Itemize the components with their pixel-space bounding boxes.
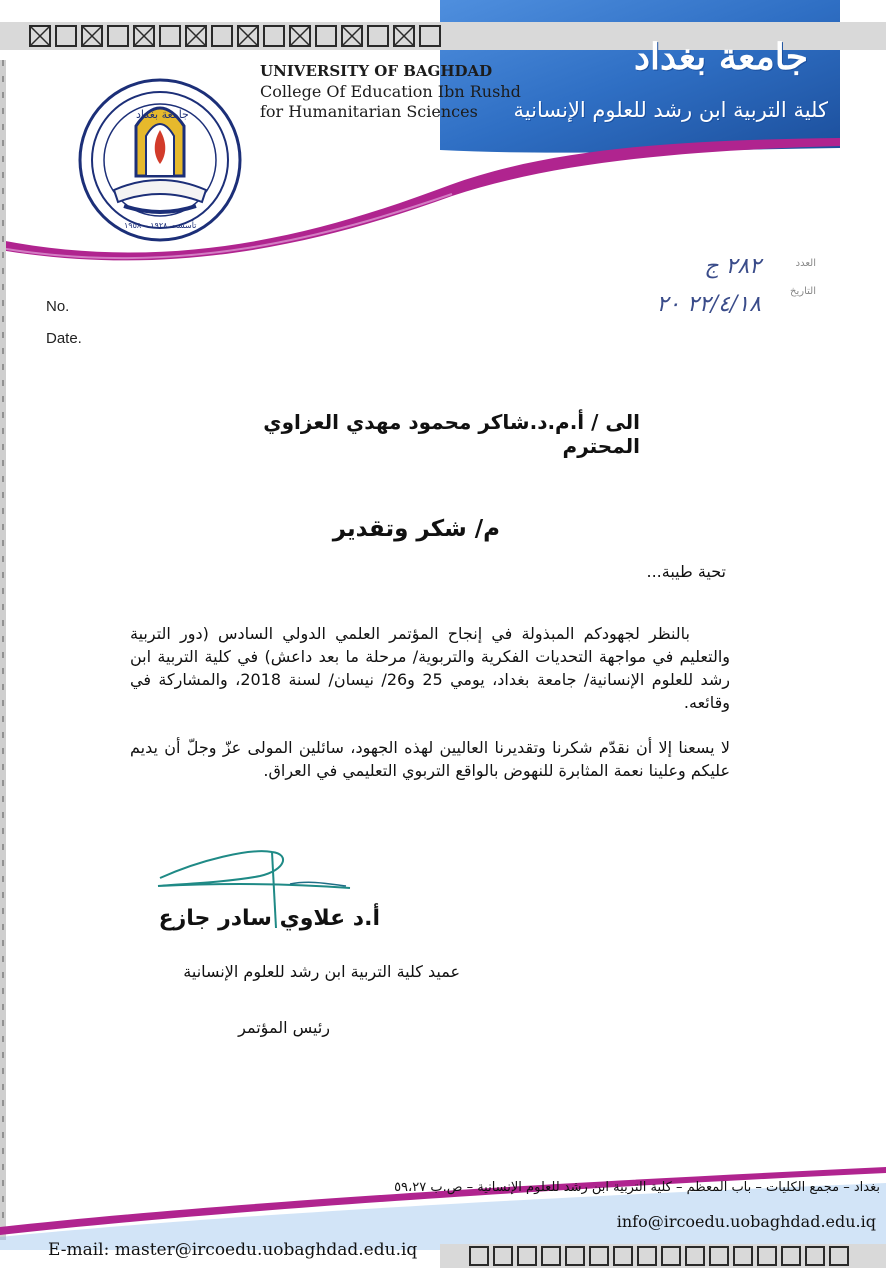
footer-email-info: info@ircoedu.uobaghdad.edu.iq bbox=[616, 1212, 876, 1231]
letter-subject: م/ شكر وتقدير bbox=[332, 516, 500, 542]
date-label: Date. bbox=[46, 330, 82, 347]
handwritten-number: ٢٨٢ ج bbox=[704, 254, 761, 279]
number-label-ar: العدد bbox=[795, 258, 816, 269]
university-name-en: UNIVERSITY OF BAGHDAD bbox=[260, 62, 493, 80]
college-name-en-line2: for Humanitarian Sciences bbox=[260, 102, 478, 121]
number-label: No. bbox=[46, 298, 70, 315]
college-name-en-line1: College Of Education Ibn Rushd bbox=[260, 82, 521, 101]
university-name-ar: جامعة بغداد bbox=[633, 36, 808, 78]
seal-text-bottom: تأسست ١٩٢٨ – ١٩٥٨ bbox=[124, 221, 197, 230]
signer-role: رئيس المؤتمر bbox=[238, 1018, 330, 1037]
recipient-line: الى / أ.م.د.شاكر محمود مهدي العزاوي المحترم bbox=[263, 410, 640, 458]
body-paragraph-2: لا يسعنا إلا أن نقدّم شكرنا وتقديرنا العاليين لهذه الجهود، سائلين المولى عزّ وجلّ أن يديم عليكم وعلينا نعمة المثابرة للنهوض بالواقع التربوي التعليمي في العراق. bbox=[130, 738, 730, 780]
handwritten-date: ٢٢/٤/١٨ ٢٠ bbox=[656, 292, 761, 317]
signer-title: عميد كلية التربية ابن رشد للعلوم الإنسانية bbox=[183, 962, 460, 981]
body-paragraph-1: بالنظر لجهودكم المبذولة في إنجاح المؤتمر العلمي الدولي السادس (دور التربية والتعليم في مواجهة التحديات الفكرية والتربوية/ مرحلة ما بعد داعش) في كلية التربية ابن رشد للعلوم الإنسانية/ جامعة بغداد، يومي 25 و26/ نيسان/ لسنة 2018، والمشاركة في وقائعه. bbox=[130, 624, 731, 712]
footer-band bbox=[0, 1155, 886, 1250]
left-ornament-border bbox=[0, 60, 20, 1240]
handwritten-reference bbox=[656, 248, 761, 324]
signer-name: أ.د علاوي سادر جازع bbox=[158, 906, 380, 931]
university-seal-logo bbox=[78, 78, 242, 242]
footer-email-master: E-mail: master@ircoedu.uobaghdad.edu.iq bbox=[48, 1240, 418, 1260]
date-label-ar: التاريخ bbox=[790, 286, 816, 297]
footer-address: بغداد – مجمع الكليات – باب المعظم – كلية التربية ابن رشد للعلوم الإنسانية – ص.ب ٥٩،٢٧ bbox=[394, 1180, 880, 1195]
seal-text-top: جامعة بغداد bbox=[136, 108, 189, 121]
reference-labels bbox=[756, 250, 816, 306]
greeting: تحية طيبة... bbox=[646, 562, 726, 581]
college-name-ar: كلية التربية ابن رشد للعلوم الإنسانية bbox=[513, 98, 828, 122]
bottom-ornament-border bbox=[0, 1244, 886, 1268]
